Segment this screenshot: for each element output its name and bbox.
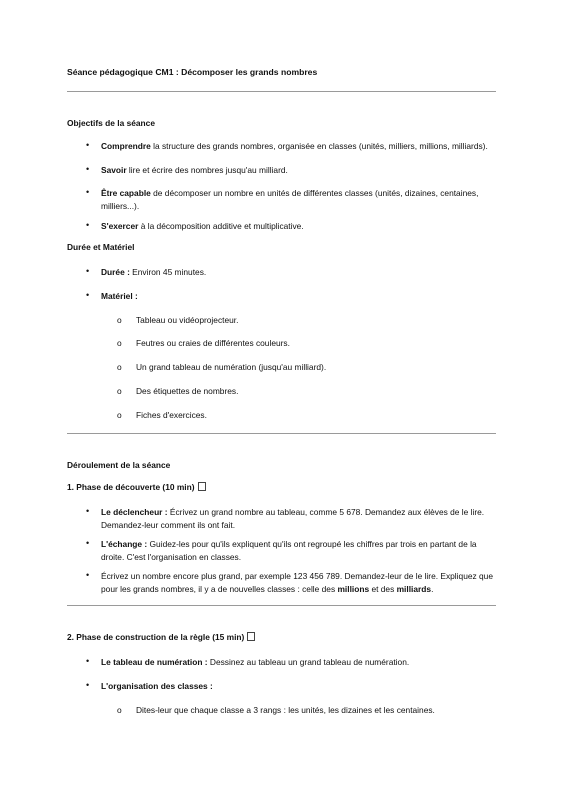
bullet-icon: • <box>86 290 90 300</box>
sub-bullet-icon: o <box>117 386 122 396</box>
phase1-heading: 1. Phase de découverte (10 min) <box>67 482 206 492</box>
sub-bullet-icon: o <box>117 315 122 325</box>
sub-bullet-icon: o <box>117 362 122 372</box>
duree-item: Durée : Environ 45 minutes. <box>101 267 207 277</box>
bullet-icon: • <box>86 140 90 150</box>
sub-bullet-icon: o <box>117 410 122 420</box>
bullet-icon: • <box>86 506 90 516</box>
bullet-icon: • <box>86 538 90 548</box>
phase2-item: Le tableau de numération : Dessinez au tableau un grand tableau de numération. <box>101 657 410 667</box>
bullet-icon: • <box>86 570 90 580</box>
materiel-entry: Un grand tableau de numération (jusqu'au milliard). <box>136 362 327 372</box>
objectif-item: S'exercer à la décomposition additive et multiplicative. <box>101 221 304 231</box>
bullet-icon: • <box>86 680 90 690</box>
deroulement-heading: Déroulement de la séance <box>67 460 171 470</box>
bullet-icon: • <box>86 656 90 666</box>
objectif-item: Comprendre la structure des grands nombres, organisée en classes (unités, milliers, millions, milliards). <box>101 141 488 151</box>
phase2-heading: 2. Phase de construction de la règle (15 min) <box>67 632 255 642</box>
phase2-sub-entry: Dites-leur que chaque classe a 3 rangs : les unités, les dizaines et les centaines. <box>136 705 435 715</box>
bullet-icon: • <box>86 266 90 276</box>
bullet-icon: • <box>86 164 90 174</box>
sub-bullet-icon: o <box>117 705 122 715</box>
objectif-item: Savoir lire et écrire des nombres jusqu'au milliard. <box>101 165 288 175</box>
phase2-item: L'organisation des classes : <box>101 681 213 691</box>
objectifs-heading: Objectifs de la séance <box>67 118 155 128</box>
divider <box>67 433 496 434</box>
divider <box>67 91 496 92</box>
phase1-item: Écrivez un nombre encore plus grand, par exemple 123 456 789. Demandez-leur de le lire. Expliquez que pour les grands nombres, il y a de nouvelles classes : celle des millions et des milliards. <box>101 571 493 594</box>
materiel-entry: Tableau ou vidéoprojecteur. <box>136 315 239 325</box>
duree-heading: Durée et Matériel <box>67 242 135 252</box>
clock-icon <box>198 482 206 491</box>
objectif-item: Être capable de décomposer un nombre en unités de différentes classes (unités, dizaines, centaines, milliers...). <box>101 188 479 211</box>
clock-icon <box>247 632 255 641</box>
bullet-icon: • <box>86 220 90 230</box>
page-title: Séance pédagogique CM1 : Décomposer les grands nombres <box>67 67 318 77</box>
sub-bullet-icon: o <box>117 338 122 348</box>
phase1-item: Le déclencheur : Écrivez un grand nombre au tableau, comme 5 678. Demandez aux élèves de le lire. Demandez-leur comment ils ont fait. <box>101 507 485 530</box>
materiel-entry: Fiches d'exercices. <box>136 410 207 420</box>
materiel-item: Matériel : <box>101 291 138 301</box>
bullet-icon: • <box>86 187 90 197</box>
materiel-entry: Feutres ou craies de différentes couleurs. <box>136 338 290 348</box>
materiel-entry: Des étiquettes de nombres. <box>136 386 239 396</box>
divider <box>67 605 496 606</box>
phase1-item: L'échange : Guidez-les pour qu'ils expliquent qu'ils ont regroupé les chiffres par trois en partant de la droite. C'est l'organisation en classes. <box>101 539 477 562</box>
